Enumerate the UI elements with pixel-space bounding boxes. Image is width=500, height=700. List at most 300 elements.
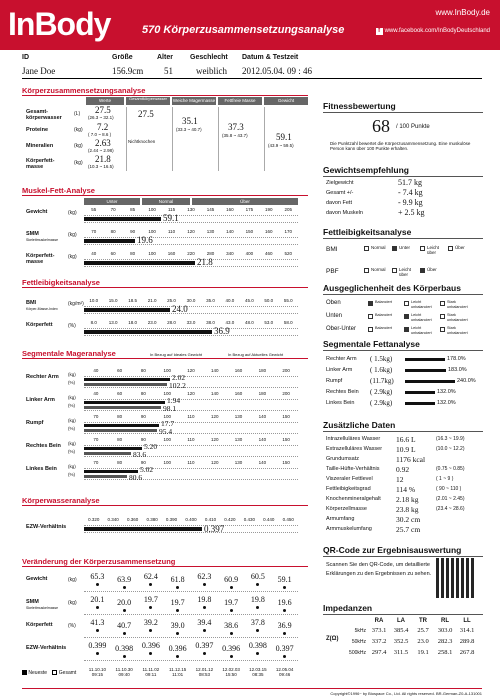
row-label: Körperfett-masse <box>26 253 55 265</box>
balance-checkbox[interactable] <box>440 301 445 306</box>
row-unit: (kg) <box>68 577 77 583</box>
history-date: 12.01.12 08:53 <box>195 667 214 677</box>
seg-fat-bar <box>405 391 435 394</box>
history-value: 0.396 <box>222 644 241 653</box>
height-value: 156.9cm <box>112 66 144 76</box>
tick-label: 100 <box>163 437 171 442</box>
row-label: Rumpf <box>26 420 44 426</box>
tick-label: 70 <box>110 207 116 212</box>
eval-option: Über <box>427 267 437 272</box>
tick-label: 45.0 <box>244 298 254 303</box>
row-divider <box>84 614 298 615</box>
tick-label: 58.0 <box>283 320 293 325</box>
history-value: 65.3 <box>90 572 105 581</box>
bar-value-pct: 98.1 <box>163 404 177 413</box>
history-date: 12.03.15 08:35 <box>249 667 267 677</box>
research-value: 1176 kcal <box>396 455 426 464</box>
tick-label: 190 <box>265 207 273 212</box>
weight-value: 51.7 kg <box>398 178 422 187</box>
seg-fat-kg: ( 2.9kg) <box>370 399 393 407</box>
history-point <box>203 583 206 586</box>
comp-protein-range: ( 7.0 ~ 8.6 ) <box>88 132 112 137</box>
row-unit: (kg) <box>68 232 77 238</box>
segmental-lean-divider <box>22 358 308 359</box>
comp-tbw-range: (26.3 ~ 32.1) <box>88 115 114 120</box>
bar-fill <box>84 308 170 312</box>
history-point <box>176 586 179 589</box>
tick-label: 70 <box>91 229 97 234</box>
tick-label: 90 <box>140 414 146 419</box>
history-point <box>176 632 179 635</box>
bar-value-pct: 95.4 <box>159 427 173 436</box>
tick-label: 130 <box>234 460 243 465</box>
row-unit: (kg) (%) <box>68 372 76 385</box>
comp-grid-line <box>264 107 265 171</box>
tick-label: 90 <box>140 460 146 465</box>
row-unit: (kg) <box>68 210 77 216</box>
tick-label: 0.390 <box>165 517 178 522</box>
balance-divider <box>323 294 483 295</box>
bar-fill-pct <box>84 383 167 386</box>
comp-row-label: Gesamt-körperwasser <box>26 109 62 121</box>
seg-fat-kg: ( 1.6kg) <box>370 366 393 374</box>
comp-header-weight: Gewicht <box>264 97 308 105</box>
bar-value: 19.6 <box>137 235 153 245</box>
history-value: 20.1 <box>90 595 105 604</box>
impedance-header: TR <box>419 618 427 624</box>
bar-value-kg: 5.02 <box>140 465 154 474</box>
qr-code[interactable] <box>436 558 476 598</box>
tick-label: 0.400 <box>185 517 197 522</box>
tick-label: 80 <box>117 437 123 442</box>
zone-normal-header: Normal <box>142 198 190 205</box>
history-legend <box>22 670 76 676</box>
balance-checkbox[interactable] <box>440 327 445 332</box>
fitness-note: Die Punktzahl bewertet die Körperzusammensetzung. Eine muskulöse Person kann über 100 Punkte erhalten. <box>330 141 471 151</box>
row-label: EZW-Verhältnis <box>26 645 67 651</box>
eval-checkbox[interactable] <box>448 246 453 251</box>
tick-label: 80 <box>130 251 136 256</box>
header-bar <box>0 0 500 50</box>
impedance-value: 282.3 <box>437 638 453 645</box>
history-point <box>123 632 126 635</box>
impedance-title: Impedanzen <box>323 603 373 613</box>
tick-label: 170 <box>284 229 293 234</box>
impedance-freq: 500kHz <box>349 650 366 656</box>
tick-label: 160 <box>226 207 234 212</box>
history-point <box>149 583 152 586</box>
row-unit: (%) <box>68 323 76 329</box>
segmental-fat-divider <box>323 350 483 351</box>
seg-fat-pct: 178.0% <box>447 356 466 362</box>
tick-label: 55.0 <box>283 298 293 303</box>
history-value: 39.0 <box>170 621 185 630</box>
fitness-divider <box>323 112 483 113</box>
tick-label: 60 <box>110 251 116 256</box>
row-unit: (kg) (%) <box>68 441 76 454</box>
bar-value: 0.397 <box>204 524 225 534</box>
row-unit: (kg) (%) <box>68 464 76 477</box>
history-value: 0.397 <box>195 641 214 650</box>
comp-row-label: Proteine <box>26 127 49 133</box>
age-label: Alter <box>157 54 173 61</box>
history-point <box>283 609 286 612</box>
history-date: 11.11.02 09:11 <box>142 667 160 677</box>
tick-label: 100 <box>163 414 171 419</box>
tick-label: 110 <box>187 414 195 419</box>
tick-label: 180 <box>258 391 267 396</box>
tick-label: 140 <box>258 460 267 465</box>
balance-checkbox[interactable] <box>368 327 373 332</box>
impedance-value: 373.1 <box>371 627 387 634</box>
fitness-suffix: / 100 Punkte <box>396 124 430 130</box>
tick-label: 40.0 <box>225 298 235 303</box>
tick-label: 460 <box>265 251 273 256</box>
tick-label: 120 <box>211 437 219 442</box>
tick-label: 120 <box>187 229 195 234</box>
balance-checkbox[interactable] <box>404 327 409 332</box>
comp-header-tbw: Gesamtkörperwasser <box>126 97 170 105</box>
research-label: Körperzellmasse <box>326 506 367 512</box>
row-sublabel: Skelettmuskelmasse <box>26 238 59 242</box>
impedance-value: 311.5 <box>393 649 409 656</box>
research-label: Viszeraler Fettlevel <box>326 476 373 482</box>
history-point <box>96 629 99 632</box>
history-point <box>230 586 233 589</box>
comp-mineral-note: Nichtknochen <box>128 139 156 144</box>
bar-fill-kg <box>84 424 159 427</box>
comp-mineral-range: (2.44 ~ 2.98) <box>88 148 114 153</box>
facebook-icon: f <box>376 28 383 35</box>
comp-tbw-total: 27.5 <box>138 109 154 119</box>
balance-checkbox[interactable] <box>368 301 373 306</box>
row-unit: (kg) (%) <box>68 395 76 408</box>
tick-label: 48.0 <box>244 320 254 325</box>
tick-label: 0.430 <box>243 517 255 522</box>
impedance-value: 19.1 <box>417 649 429 656</box>
history-point <box>283 586 286 589</box>
bar-value: 36.9 <box>214 326 230 336</box>
comp-row-unit: (kg) <box>74 160 83 166</box>
research-label: Armmuskelumfang <box>326 526 372 532</box>
row-label: Linker Arm <box>26 397 55 403</box>
tick-label: 85 <box>130 207 136 212</box>
bar-fill <box>84 239 135 243</box>
comp-ffm-value: 37.3 <box>228 122 244 132</box>
weight-value: - 7.4 kg <box>398 188 423 197</box>
tick-label: 175 <box>245 207 254 212</box>
research-value: 16.6 L <box>396 435 416 444</box>
id-label: ID <box>22 54 29 61</box>
tick-label: 100 <box>163 460 171 465</box>
tick-label: 160 <box>265 229 273 234</box>
impedance-value: 352.5 <box>393 638 409 645</box>
tick-label: 100 <box>148 207 156 212</box>
history-value: 61.8 <box>170 575 185 584</box>
bar-fill-kg <box>84 401 165 404</box>
history-point <box>203 629 206 632</box>
impedance-header: RA <box>374 618 384 624</box>
row-label: BMI <box>26 300 37 306</box>
tick-label: 25.0 <box>167 298 176 303</box>
comp-smm-range: (33.3 ~ 40.7) <box>176 127 202 132</box>
row-label: Gewicht <box>26 209 48 215</box>
weight-label: davon Fett <box>326 200 352 206</box>
zone-under-header: Unter <box>84 198 140 205</box>
recent-checkbox[interactable] <box>22 670 27 675</box>
history-value: 19.8 <box>197 595 212 604</box>
tick-label: 13.0 <box>108 320 118 325</box>
research-range: (2.01 ~ 2.45) <box>436 496 465 502</box>
history-point <box>149 629 152 632</box>
research-value: 23.8 kg <box>396 505 419 514</box>
seg-fat-label: Linkes Bein <box>326 400 355 406</box>
history-point <box>256 629 259 632</box>
tick-label: 43.0 <box>225 320 235 325</box>
balance-option: Stark unbalanciert <box>447 326 468 335</box>
tick-label: 28.0 <box>167 320 176 325</box>
history-value: 19.7 <box>224 598 239 607</box>
research-divider <box>323 431 483 432</box>
eval-checkbox[interactable] <box>420 246 425 251</box>
fitness-score: 68 <box>372 116 390 136</box>
obesity-divider <box>22 287 308 288</box>
history-point <box>256 583 259 586</box>
impedance-value: 385.4 <box>393 627 409 634</box>
tick-label: 40 <box>93 368 99 373</box>
tick-label: 140 <box>211 391 219 396</box>
history-value: 0.397 <box>275 644 294 653</box>
tick-label: 70 <box>93 414 99 419</box>
impedance-value: 303.0 <box>437 627 453 634</box>
history-point <box>96 652 99 655</box>
tick-label: 21.0 <box>147 298 157 303</box>
date-label: Datum & Testzeit <box>242 54 299 61</box>
history-point <box>203 652 206 655</box>
history-date: 12.02.03 15:50 <box>222 667 240 677</box>
history-value: 63.9 <box>117 575 132 584</box>
history-value: 36.9 <box>277 621 292 630</box>
bar-fill-pct <box>84 429 157 432</box>
date-value: 2012.05.04. 09 : 46 <box>242 66 313 76</box>
tick-label: 160 <box>167 251 176 256</box>
bar-value-pct: 102.2 <box>169 381 186 390</box>
research-range: (16.3 ~ 19.9) <box>436 436 465 442</box>
history-point <box>230 609 233 612</box>
bar-value-pct: 83.6 <box>133 450 147 459</box>
balance-option: Stark unbalanciert <box>447 300 468 309</box>
tick-label: 130 <box>234 414 243 419</box>
tick-label: 100 <box>163 391 171 396</box>
balance-checkbox[interactable] <box>440 314 445 319</box>
eval-option: Leicht über <box>427 245 440 255</box>
history-value: 20.0 <box>117 598 132 607</box>
weight-value: + 2.5 kg <box>398 208 425 217</box>
website-link[interactable]: www.InBody.de <box>435 8 490 17</box>
zone-over-header: Über <box>192 198 298 205</box>
tick-label: 130 <box>187 207 195 212</box>
muscle-fat-title: Muskel-Fett-Analyse <box>22 186 95 195</box>
comp-header-values: Werte <box>86 97 124 105</box>
comp-row-unit: (L) <box>74 111 81 117</box>
tick-label: 180 <box>258 368 267 373</box>
total-checkbox[interactable] <box>52 670 57 675</box>
bar-value-kg: 1.94 <box>167 396 181 405</box>
balance-option: Leicht unbalanciert <box>411 300 432 309</box>
bar-fill-kg <box>84 378 170 381</box>
id-divider <box>22 78 482 79</box>
history-value: 41.3 <box>90 618 105 627</box>
comp-protein-value: 7.2 <box>97 122 109 132</box>
id-value: Jane Doe <box>22 66 56 76</box>
tick-label: 400 <box>245 251 254 256</box>
history-value: 19.8 <box>250 595 265 604</box>
eval-option: Normal <box>371 267 386 272</box>
research-value: 10.9 L <box>396 445 416 454</box>
segmental-legend-ideal: In Bezug auf Ideales Gewicht <box>150 352 203 357</box>
balance-checkbox[interactable] <box>368 314 373 319</box>
weight-label: Zielgewicht <box>326 180 354 186</box>
tick-label: 0.380 <box>146 517 158 522</box>
row-sublabel: Körper-Masse-Index <box>26 307 58 311</box>
history-value: 0.396 <box>141 641 160 650</box>
comp-row-unit: (kg) <box>74 143 83 149</box>
recent-label: Neueste <box>28 670 48 676</box>
tick-label: 200 <box>282 368 290 373</box>
impedance-freq: 5kHz <box>354 628 366 634</box>
tick-label: 110 <box>167 229 176 234</box>
tick-label: 140 <box>258 414 267 419</box>
eval-option: Über <box>455 245 465 250</box>
history-value: 39.4 <box>197 618 212 627</box>
tick-label: 0.410 <box>204 517 217 522</box>
research-value: 25.7 cm <box>396 525 421 534</box>
research-range: ( 1 ~ 9 ) <box>436 476 454 482</box>
history-date: 12.05.04 09:46 <box>275 667 294 677</box>
row-unit: (kg) <box>68 254 77 260</box>
comp-row-label: Körperfett-masse <box>26 158 55 170</box>
history-value: 39.2 <box>143 618 158 627</box>
seg-fat-pct: 132.0% <box>437 389 456 395</box>
tick-label: 10.0 <box>89 298 99 303</box>
research-title: Zusätzliche Daten <box>323 420 396 430</box>
tick-label: 0.320 <box>88 517 100 522</box>
history-point <box>203 606 206 609</box>
gender-label: Geschlecht <box>190 54 228 61</box>
history-value: 0.399 <box>88 641 107 650</box>
tick-label: 130 <box>206 229 215 234</box>
history-title: Veränderung der Körperzusammensetzung <box>22 557 176 566</box>
balance-option: Balanciert <box>375 300 392 304</box>
impedance-z-label: Z(Ω) <box>326 636 339 642</box>
comp-row-unit: (kg) <box>74 127 83 133</box>
comp-tbw-value: 27.5 <box>95 105 111 115</box>
history-value: 62.4 <box>143 572 158 581</box>
research-label: Intrazelluläres Wasser <box>326 436 381 442</box>
impedance-value: 337.2 <box>371 638 387 645</box>
tick-label: 38.0 <box>206 320 215 325</box>
weight-control-title: Gewichtsempfehlung <box>323 165 409 175</box>
tick-label: 140 <box>211 368 219 373</box>
qr-divider <box>323 556 483 557</box>
eval-checkbox[interactable] <box>364 246 369 251</box>
tick-label: 0.450 <box>282 517 294 522</box>
comp-weight-value: 59.1 <box>276 132 292 142</box>
obesity-title: Fettleibigkeitsanalyse <box>22 278 100 287</box>
row-divider <box>84 660 298 661</box>
history-point <box>283 632 286 635</box>
tick-label: 0.340 <box>107 517 119 522</box>
seg-fat-bar <box>405 402 435 405</box>
history-value: 0.398 <box>248 641 267 650</box>
balance-option: Stark unbalanciert <box>447 313 468 322</box>
tick-label: 70 <box>93 437 99 442</box>
tick-label: 50.0 <box>264 298 274 303</box>
history-divider <box>22 566 308 567</box>
seg-fat-kg: ( 1.5kg) <box>370 355 393 363</box>
tick-label: 145 <box>206 207 215 212</box>
balance-checkbox[interactable] <box>404 301 409 306</box>
bar-value-kg: 2.02 <box>172 373 186 382</box>
tick-label: 0.440 <box>263 517 275 522</box>
tick-label: 205 <box>284 207 293 212</box>
tick-label: 80 <box>110 229 116 234</box>
id-row <box>22 54 482 76</box>
tick-label: 15.0 <box>108 298 118 303</box>
fitness-title: Fitnessbewertung <box>323 101 396 111</box>
facebook-link[interactable]: f www.facebook.com/InBodyDeutschland <box>376 28 490 35</box>
composition-title: Körperzusammensetzungsanalyse <box>22 86 146 95</box>
comp-fat-range: (10.3 ~ 16.5) <box>88 164 114 169</box>
history-value: 60.5 <box>250 572 265 581</box>
row-divider <box>84 591 298 592</box>
tick-label: 80 <box>140 391 146 396</box>
balance-checkbox[interactable] <box>404 314 409 319</box>
tick-label: 120 <box>187 368 195 373</box>
eval-label: PBF <box>326 268 339 275</box>
ecw-label: EZW-Verhältnis <box>26 524 67 530</box>
tick-label: 60 <box>117 368 123 373</box>
bar-fill <box>84 527 202 531</box>
eval-checkbox[interactable] <box>392 246 397 251</box>
research-value: 114 % <box>396 485 416 494</box>
row-label: SMM <box>26 599 39 605</box>
history-date: 11.10.10 09:15 <box>88 667 106 677</box>
balance-label: Unten <box>326 313 343 319</box>
tick-label: 130 <box>234 437 243 442</box>
impedance-divider <box>323 614 483 615</box>
research-label: Armumfang <box>326 516 355 522</box>
history-value: 0.398 <box>115 644 134 653</box>
tick-label: 100 <box>148 229 156 234</box>
eval-checkbox[interactable] <box>392 268 397 273</box>
eval-checkbox[interactable] <box>364 268 369 273</box>
weight-control-divider <box>323 176 483 177</box>
total-label: Gesamt <box>58 670 77 676</box>
history-point <box>230 655 233 658</box>
age-value: 51 <box>164 66 173 76</box>
bar-fill-pct <box>84 452 131 455</box>
history-point <box>149 606 152 609</box>
eval-option: Normal <box>371 245 386 250</box>
row-label: Körperfett <box>26 322 53 328</box>
tick-label: 120 <box>187 391 195 396</box>
row-label: Rechtes Bein <box>26 443 61 449</box>
comp-smm-value: 35.1 <box>182 116 198 126</box>
history-value: 19.7 <box>143 595 158 604</box>
row-label: Rechter Arm <box>26 374 59 380</box>
eval-checkbox[interactable] <box>420 268 425 273</box>
